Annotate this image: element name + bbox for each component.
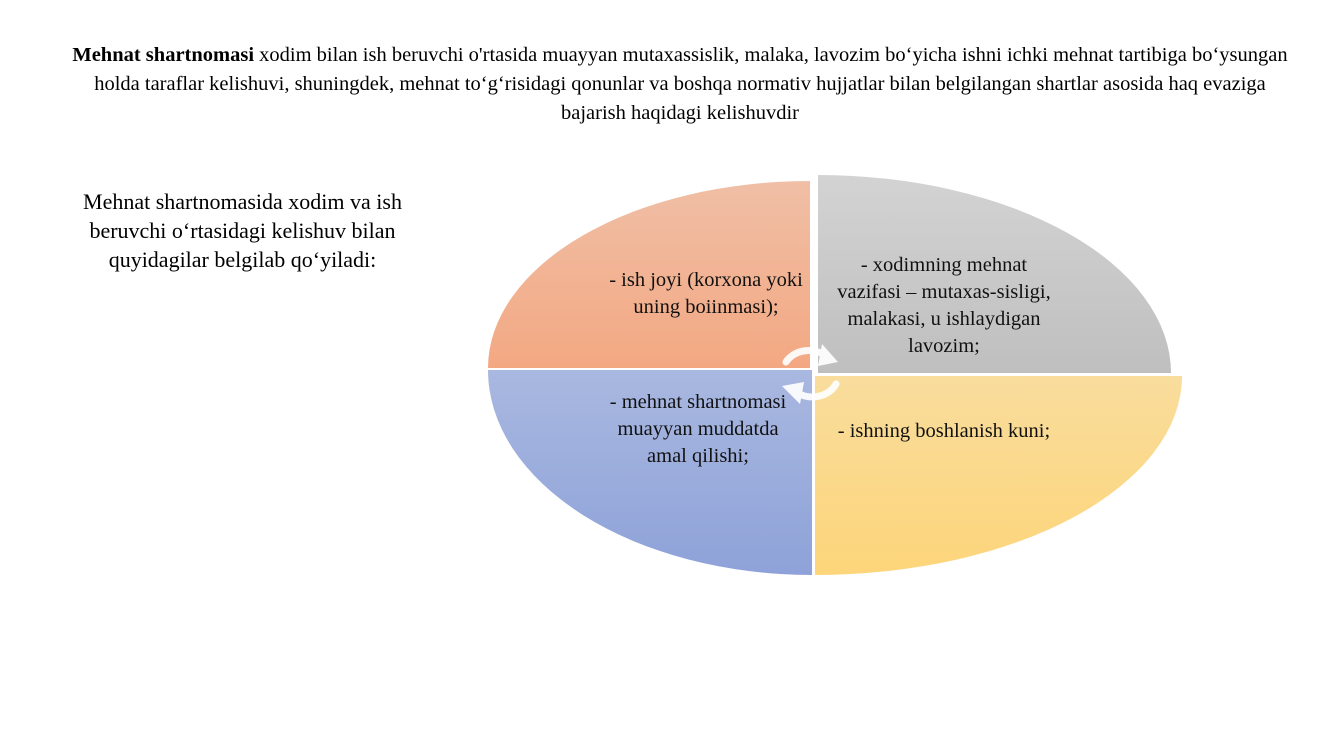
segment-text-bottom-right: - ishning boshlanish kuni; <box>837 420 1051 442</box>
segment-text-top-left: - ish joyi (korxona yoki uning boiinmasi); <box>609 269 803 318</box>
segment-text-bottom-left: - mehnat shartnomasi muayyan muddatda amal qilishi; <box>609 391 787 467</box>
definition-term: Mehnat shartnomasi <box>72 44 255 66</box>
segment-text-top-right: - xodimning mehnat vazifasi – mutaxas-sisligi, malakasi, u ishlaydigan lavozim; <box>837 254 1051 357</box>
segment-bottom-right <box>815 376 1182 575</box>
intro-text: Mehnat shartnomasida xodim va ish beruvchi o‘rtasidagi kelishuv bilan quyidagilar belgilab qo‘yiladi: <box>83 189 402 272</box>
definition-text: xodim bilan ish beruvchi o'rtasida muayyan mutaxassislik, malaka, lavozim bo‘yicha ishni ichki mehnat tartibiga bo‘ysungan holda taraflar kelishuvi, shuningdek, mehnat to‘g‘risidagi qonunlar va boshqa normativ hujjatlar bilan belgilangan shartlar asosida haq evaziga bajarish haqidagi kelishuvdir <box>94 44 1288 124</box>
